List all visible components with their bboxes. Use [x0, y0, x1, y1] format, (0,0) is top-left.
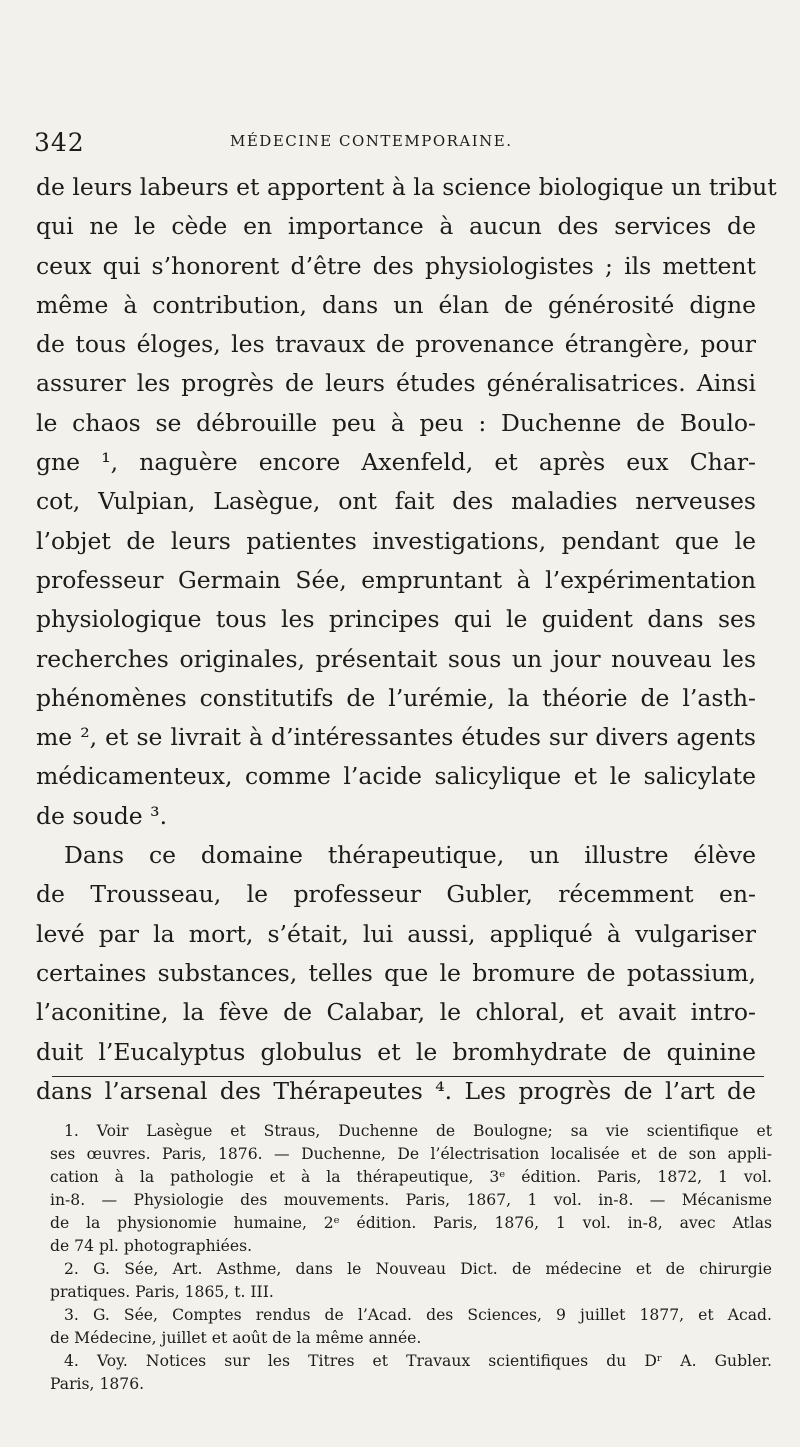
- body-line: Dans ce domaine thérapeutique, un illustre élève: [64, 841, 756, 870]
- page-number: 342: [34, 128, 85, 157]
- body-line: professeur Germain Sée, empruntant à l’expérimentation: [36, 565, 756, 594]
- body-line: levé par la mort, s’était, lui aussi, appliqué à vulgariser: [36, 919, 756, 948]
- body-line: l’objet de leurs patientes investigations, pendant que le: [36, 526, 756, 555]
- body-line: phénomènes constitutifs de l’urémie, la théorie de l’asth-: [36, 683, 756, 712]
- footnote-line: 2. G. Sée, Art. Asthme, dans le Nouveau Dict. de médecine et de chirurgie: [64, 1260, 772, 1278]
- footnotes: [50, 1120, 772, 1396]
- running-title: MÉDECINE CONTEMPORAINE.: [230, 132, 513, 150]
- body-line: gne ¹, naguère encore Axenfeld, et après eux Char-: [36, 448, 756, 477]
- body-line: même à contribution, dans un élan de générosité digne: [36, 290, 756, 319]
- footnote-line: pratiques. Paris, 1865, t. III.: [50, 1283, 274, 1301]
- body-line: de tous éloges, les travaux de provenance étrangère, pour: [36, 330, 756, 359]
- footnote-line: ses œuvres. Paris, 1876. — Duchenne, De l’électrisation localisée et de son appli-: [50, 1145, 772, 1163]
- footnote-line: in-8. — Physiologie des mouvements. Paris, 1867, 1 vol. in-8. — Mécanisme: [50, 1191, 772, 1209]
- body-line: assurer les progrès de leurs études généralisatrices. Ainsi: [36, 369, 756, 398]
- body-line: recherches originales, présentait sous un jour nouveau les: [36, 644, 756, 673]
- body-line: certaines substances, telles que le bromure de potassium,: [36, 958, 756, 987]
- body-line: de soude ³.: [36, 801, 168, 830]
- footnote-line: de la physionomie humaine, 2ᵉ édition. Paris, 1876, 1 vol. in-8, avec Atlas: [50, 1214, 772, 1232]
- body-line: cot, Vulpian, Lasègue, ont fait des maladies nerveuses: [36, 487, 756, 516]
- footnote-line: de 74 pl. photographiées.: [50, 1237, 253, 1255]
- body-line: médicamenteux, comme l’acide salicylique et le salicylate: [36, 762, 756, 791]
- body-line: duit l’Eucalyptus globulus et le bromhydrate de quinine: [36, 1037, 756, 1066]
- footnote-line: 1. Voir Lasègue et Straus, Duchenne de Boulogne; sa vie scientifique et: [64, 1122, 772, 1140]
- page-header: [34, 128, 754, 158]
- body-line: me ², et se livrait à d’intéressantes études sur divers agents: [36, 723, 756, 752]
- footnote-line: Paris, 1876.: [50, 1375, 145, 1393]
- footnote-line: 3. G. Sée, Comptes rendus de l’Acad. des Sciences, 9 juillet 1877, et Acad.: [64, 1306, 772, 1324]
- footnote-rule: [52, 1076, 764, 1077]
- body-line: physiologique tous les principes qui le guident dans ses: [36, 605, 756, 634]
- body-line: ceux qui s’honorent d’être des physiologistes ; ils mettent: [36, 251, 756, 280]
- footnote-line: cation à la pathologie et à la thérapeutique, 3ᵉ édition. Paris, 1872, 1 vol.: [50, 1168, 772, 1186]
- body-line: l’aconitine, la fève de Calabar, le chloral, et avait intro-: [36, 998, 756, 1027]
- body-line: dans l’arsenal des Thérapeutes ⁴. Les progrès de l’art de: [36, 1076, 756, 1105]
- body-line: de Trousseau, le professeur Gubler, récemment en-: [36, 880, 756, 909]
- body-text: [36, 168, 777, 1111]
- body-line: qui ne le cède en importance à aucun des services de: [36, 212, 756, 241]
- footnote-line: 4. Voy. Notices sur les Titres et Travaux scientifiques du Dʳ A. Gubler.: [64, 1352, 772, 1370]
- body-line: de leurs labeurs et apportent à la science biologique un tribut: [36, 173, 777, 201]
- footnote-line: de Médecine, juillet et août de la même année.: [50, 1329, 422, 1347]
- body-line: le chaos se débrouille peu à peu : Duchenne de Boulo-: [36, 408, 756, 437]
